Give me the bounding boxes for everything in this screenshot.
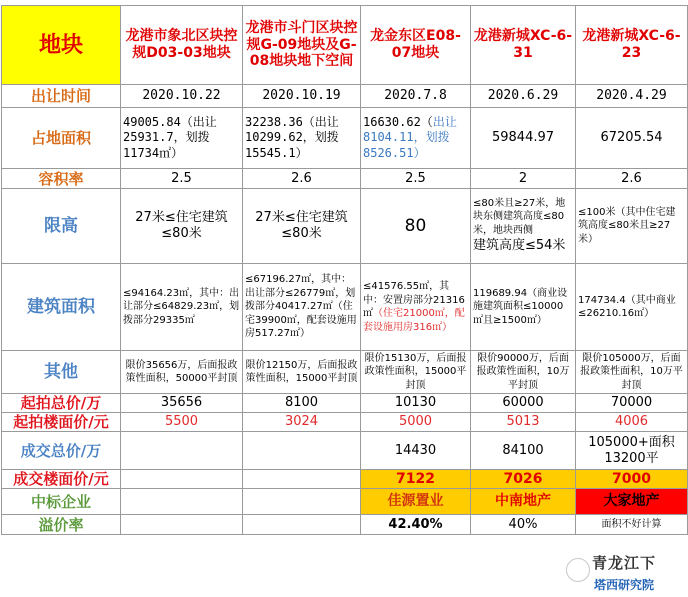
start-unit-cell: 4006 <box>576 413 688 432</box>
header-label: 地块 <box>2 6 121 85</box>
parcel-5-name: 龙港新城XC-6-23 <box>576 6 688 85</box>
deal-unit-row <box>2 470 688 489</box>
date-cell: 2020.6.29 <box>471 85 576 108</box>
parcel-3-name: 龙金东区E08-07地块 <box>361 6 471 85</box>
deal-unit-cell: 7000 <box>576 470 688 489</box>
deal-unit-cell <box>121 470 243 489</box>
start-total-cell: 35656 <box>121 394 243 413</box>
floor-area-cell: 174734.4（其中商业≤26210.16㎡） <box>576 264 688 351</box>
deal-total-cell <box>121 432 243 470</box>
winner-label: 中标企业 <box>2 489 121 515</box>
date-row <box>2 85 688 108</box>
land-area-row <box>2 108 688 169</box>
other-cell: 限价15130万，后面报政策性面积，15000平封顶 <box>361 351 471 394</box>
start-unit-cell: 5013 <box>471 413 576 432</box>
height-label: 限高 <box>2 189 121 264</box>
winner-cell: 大家地产 <box>576 489 688 515</box>
premium-row <box>2 515 688 535</box>
start-unit-cell: 5000 <box>361 413 471 432</box>
land-area-label: 占地面积 <box>2 108 121 169</box>
land-area-cell: 32238.36（出让10299.62，划拨15545.1） <box>243 108 361 169</box>
deal-total-cell: 84100 <box>471 432 576 470</box>
floor-area-detail: （住宅21000㎡，配套设施用房316㎡） <box>363 308 465 333</box>
deal-total-cell: 14430 <box>361 432 471 470</box>
deal-total-label: 成交总价/万 <box>2 432 121 470</box>
floor-area-label: 建筑面积 <box>2 264 121 351</box>
floor-area-cell: ≤67196.27㎡，其中：出让部分≤26779㎡，划拨部分40417.27㎡（住宅39900㎡，配套设施用房517.27㎡） <box>243 264 361 351</box>
land-area-cell: 67205.54 <box>576 108 688 169</box>
height-row <box>2 189 688 264</box>
height-cell <box>471 189 576 264</box>
height-cell: ≤100米（其中住宅建筑高度≤80米且≥27米） <box>576 189 688 264</box>
floor-area-cell: 119689.94（商业设施建筑面积≤10000㎡且≥1500㎡） <box>471 264 576 351</box>
premium-cell: 42.40% <box>361 515 471 535</box>
start-total-row <box>2 394 688 413</box>
height-cell: 27米≤住宅建筑≤80米 <box>243 189 361 264</box>
other-row <box>2 351 688 394</box>
start-total-label: 起拍总价/万 <box>2 394 121 413</box>
other-cell: 限价35656万，后面报政策性面积，50000平封顶 <box>121 351 243 394</box>
winner-cell <box>243 489 361 515</box>
far-cell: 2.5 <box>361 169 471 189</box>
start-unit-row <box>2 413 688 432</box>
far-row <box>2 169 688 189</box>
premium-cell: 面积不好计算 <box>576 515 688 535</box>
date-cell: 2020.7.8 <box>361 85 471 108</box>
floor-area-cell: ≤94164.23㎡，其中：出让部分≤64829.23㎡，划拨部分29335㎡ <box>121 264 243 351</box>
land-area-detail: 出让8104.11，划拨8526.51） <box>363 114 457 160</box>
watermark <box>566 552 684 594</box>
date-cell: 2020.10.22 <box>121 85 243 108</box>
other-cell: 限价12150万，后面报政策性面积，15000平封顶 <box>243 351 361 394</box>
far-label: 容积率 <box>2 169 121 189</box>
land-area-cell: 59844.97 <box>471 108 576 169</box>
date-label: 出让时间 <box>2 85 121 108</box>
start-unit-label: 起拍楼面价/元 <box>2 413 121 432</box>
winner-row <box>2 489 688 515</box>
watermark-subtitle: 塔西研究院 <box>594 578 655 592</box>
floor-area-cell <box>361 264 471 351</box>
parcel-2-name: 龙港市斗门区块控规G-09地块及G-08地块地下空间 <box>243 6 361 85</box>
deal-unit-cell <box>243 470 361 489</box>
land-auction-table <box>1 5 687 535</box>
height-cell: 80 <box>361 189 471 264</box>
land-area-cell <box>361 108 471 169</box>
winner-cell <box>121 489 243 515</box>
land-area-cell: 49005.84（出让25931.7，划拨11734㎡） <box>121 108 243 169</box>
floor-area-row <box>2 264 688 351</box>
start-total-cell: 8100 <box>243 394 361 413</box>
floor-area-main: ≤41576.55㎡，其中：安置房部分21316㎡ <box>363 281 465 319</box>
far-cell: 2.6 <box>576 169 688 189</box>
winner-cell: 中南地产 <box>471 489 576 515</box>
watermark-title: 青龙江下 <box>592 554 657 572</box>
premium-label: 溢价率 <box>2 515 121 535</box>
deal-unit-cell: 7026 <box>471 470 576 489</box>
premium-cell <box>243 515 361 535</box>
start-total-cell: 70000 <box>576 394 688 413</box>
parcel-1-name: 龙港市象北区块控规D03-03地块 <box>121 6 243 85</box>
deal-total-cell <box>243 432 361 470</box>
deal-unit-label: 成交楼面价/元 <box>2 470 121 489</box>
height-cell: 27米≤住宅建筑≤80米 <box>121 189 243 264</box>
start-total-cell: 60000 <box>471 394 576 413</box>
start-unit-cell: 5500 <box>121 413 243 432</box>
start-unit-cell: 3024 <box>243 413 361 432</box>
land-area-main: 16630.62（ <box>363 114 433 129</box>
header-row <box>2 6 688 85</box>
parcel-4-name: 龙港新城XC-6-31 <box>471 6 576 85</box>
premium-cell <box>121 515 243 535</box>
wechat-avatar-icon <box>566 558 590 582</box>
deal-unit-cell: 7122 <box>361 470 471 489</box>
far-cell: 2.5 <box>121 169 243 189</box>
other-cell: 限价105000万，后面报政策性面积，10万平封顶 <box>576 351 688 394</box>
deal-total-cell: 105000+面积13200平 <box>576 432 688 470</box>
height-detail: ≤80米且≥27米，地块东侧建筑高度≤80米，地块西侧 <box>473 197 566 236</box>
start-total-cell: 10130 <box>361 394 471 413</box>
date-cell: 2020.4.29 <box>576 85 688 108</box>
height-detail-2: 建筑高度≤54米 <box>473 238 566 254</box>
far-cell: 2.6 <box>243 169 361 189</box>
date-cell: 2020.10.19 <box>243 85 361 108</box>
winner-cell: 佳源置业 <box>361 489 471 515</box>
other-cell: 限价90000万，后面报政策性面积，10万平封顶 <box>471 351 576 394</box>
other-label: 其他 <box>2 351 121 394</box>
far-cell: 2 <box>471 169 576 189</box>
deal-total-row <box>2 432 688 470</box>
premium-cell: 40% <box>471 515 576 535</box>
